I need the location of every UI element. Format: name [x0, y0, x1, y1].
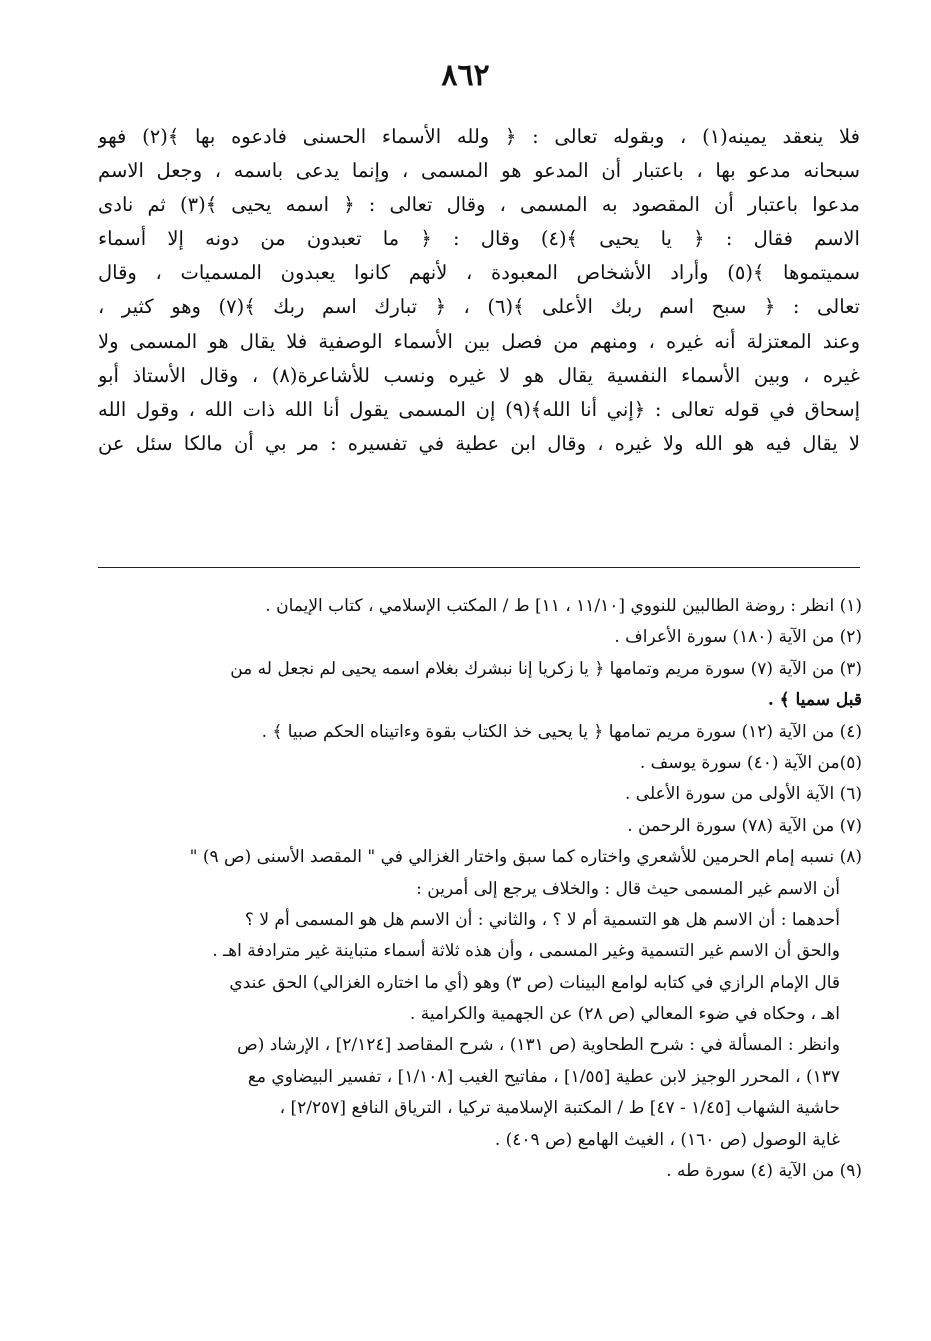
page-number: ٨٦٢: [441, 58, 490, 93]
footnote-line: حاشية الشهاب [١/٤٥ - ٤٧] ط / المكتبة الإسلامية تركيا ، الترياق النافع [٢/٢٥٧] ،: [279, 1098, 840, 1119]
footnote-line: (٥)من الآية (٤٠) سورة يوسف .: [639, 752, 862, 773]
footnote-line: قال الإمام الرازي في كتابه لوامع البينات (ص ٣) وهو (أي ما اختاره الغزالي) الحق عندي: [229, 972, 840, 993]
footnote-line: (٧) من الآية (٧٨) سورة الرحمن .: [627, 815, 862, 836]
footnote-line: (٨) نسبه إمام الحرمين للأشعري واختاره كما سبق واختار الغزالي في " المقصد الأسنى (ص ٩) ": [189, 847, 862, 868]
main-text-line: فلا ينعقد يمينه(١) ، وبقوله تعالى : ﴿ ولله الأسماء الحسنى فادعوه بها ﴾(٢) فهو: [98, 125, 860, 148]
main-text-line: وعند المعتزلة أنه غيره ، ومنهم من فصل بين الأسماء الوصفية فلا يقال هو المسمى ولا: [98, 329, 860, 353]
footnote-line: (٤) من الآية (١٢) سورة مريم تمامها ﴿ يا يحيى خذ الكتاب بقوة وءاتيناه الحكم صبيا ﴾ .: [261, 721, 862, 742]
footnote-line: أحدهما : أن الاسم هل هو التسمية أم لا ؟ ، والثاني : أن الاسم هل هو المسمى أم لا ؟: [244, 909, 840, 930]
main-text-line: الاسم فقال : ﴿ يا يحيى ﴾(٤) وقال : ﴿ ما تعبدون من دونه إلا أسماء: [98, 227, 860, 251]
footnote-line: (٢) من الآية (١٨٠) سورة الأعراف .: [614, 627, 862, 648]
main-text-line: تعالى : ﴿ سبح اسم ربك الأعلى ﴾(٦) ، ﴿ تبارك اسم ربك ﴾(٧) وهو كثير ،: [98, 295, 860, 319]
footnote-line: اهـ ، وحكاه في ضوء المعالي (ص ٢٨) عن الجهمية والكرامية .: [409, 1004, 840, 1025]
main-text-line: لا يقال فيه هو الله ولا غيره ، وقال ابن عطية في تفسيره : مر بي أن مالكا سئل عن: [98, 431, 860, 455]
footnote-line: (١) انظر : روضة الطالبين للنووي [١١/١٠ ، ١١] ط / المكتب الإسلامي ، كتاب الإيمان .: [265, 596, 862, 616]
footnote-line: (٩) من الآية (٤) سورة طه .: [666, 1161, 862, 1182]
footnote-line: (٦) الآية الأولى من سورة الأعلى .: [624, 784, 862, 805]
footnotes: [98, 591, 862, 1187]
footnote-line: أن الاسم غير المسمى حيث قال : والخلاف يرجع إلى أمرين :: [416, 878, 840, 899]
footnote-line: والحق أن الاسم غير التسمية وغير المسمى ، وأن هذه ثلاثة أسماء متباينة غير مترادفة اهـ .: [212, 941, 840, 962]
footnote-line: وانظر : المسألة في : شرح الطحاوية (ص ١٣١) ، شرح المقاصد [٢/١٢٤] ، الإرشاد (ص: [237, 1035, 840, 1056]
main-text: [98, 120, 860, 461]
main-text-line: سبحانه مدعو بها ، باعتبار أن المدعو هو المسمى ، وإنما يدعى باسمه ، وجعل الاسم: [98, 159, 860, 183]
footnote-line: قبل سميا ﴾ .: [767, 690, 862, 711]
footnote-line: ١٣٧) ، المحرر الوجيز لابن عطية [١/٥٥] ، مفاتيح الغيب [١/١٠٨] ، تفسير البيضاوي مع: [247, 1066, 840, 1087]
main-text-line: غيره ، وبين الأسماء النفسية يقال هو لا غيره ونسب للأشاعرة(٨) ، وقال الأستاذ أبو: [98, 363, 860, 387]
main-text-line: إسحاق في قوله تعالى : ﴿إني أنا الله﴾(٩) إن المسمى يقول أنا الله ذات الله ، وقول الله: [98, 397, 860, 421]
footnote-line: (٣) من الآية (٧) سورة مريم وتمامها ﴿ يا زكريا إنا نبشرك بغلام اسمه يحيى لم نجعل له من: [230, 658, 862, 679]
footnote-line: غاية الوصول (ص ١٦٠) ، الغيث الهامع (ص ٤٠٩) .: [494, 1129, 840, 1150]
main-text-line: مدعوا باعتبار أن المقصود به المسمى ، وقال تعالى : ﴿ اسمه يحيى ﴾(٣) ثم نادى: [98, 193, 860, 217]
main-text-line: سميتموها ﴾(٥) وأراد الأشخاص المعبودة ، لأنهم كانوا يعبدون المسميات ، وقال: [98, 261, 860, 285]
footnote-divider: [98, 567, 860, 568]
